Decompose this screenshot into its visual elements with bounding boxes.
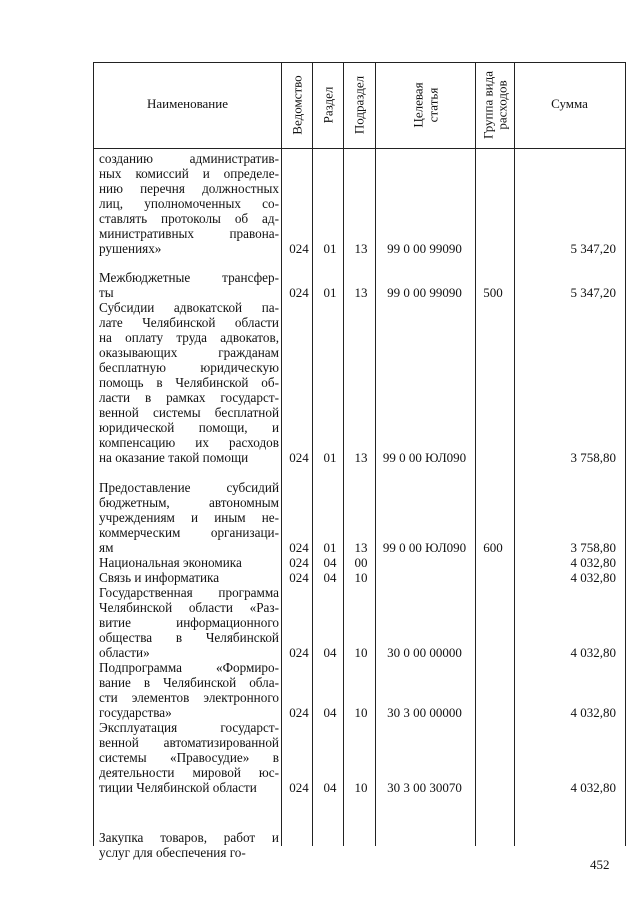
row-name-line: Подпрограмма «Формиро- — [99, 660, 279, 675]
row-name-line: помощь в Челябинской об- — [99, 375, 279, 390]
row-celevaya: 30 3 00 00000 — [387, 705, 462, 720]
row-name-line: венной автоматизированной — [99, 735, 279, 750]
row-name-line: Связь и информатика — [99, 570, 220, 585]
row-name-line: на оплату труда адвокатов, — [99, 330, 279, 345]
row-name-line: Межбюджетные трансфер- — [99, 270, 279, 285]
row-celevaya: 30 0 00 00000 — [387, 645, 462, 660]
header-celevaya-1: Целевая — [410, 82, 426, 128]
row-razdel: 01 — [323, 450, 337, 465]
row-name-line: тиции Челябинской области — [99, 780, 257, 795]
row-name-line: коммерческим организаци- — [99, 525, 279, 540]
row-name — [99, 270, 279, 300]
row-name-line: бесплатную юридическую — [99, 360, 279, 375]
row-celevaya: 30 3 00 30070 — [387, 780, 462, 795]
row-vedomstvo: 024 — [289, 780, 309, 795]
row-podrazdel: 13 — [354, 450, 368, 465]
row-name — [99, 585, 279, 660]
row-summa: 5 347,20 — [570, 241, 616, 256]
row-podrazdel: 10 — [354, 645, 368, 660]
row-summa: 4 032,80 — [570, 570, 616, 585]
header-gruppa-2: расходов — [494, 80, 510, 130]
row-podrazdel: 10 — [354, 780, 368, 795]
row-name — [99, 480, 279, 555]
row-name-line: Предоставление субсидий — [99, 480, 279, 495]
header-vedomstvo: Ведомство — [289, 75, 305, 135]
row-summa: 4 032,80 — [570, 705, 616, 720]
row-name-line: ям — [99, 540, 114, 555]
header-celevaya-2: статья — [425, 87, 441, 123]
row-vedomstvo: 024 — [289, 285, 309, 300]
col-divider — [475, 63, 476, 846]
row-name-line: Эксплуатация государст- — [99, 720, 279, 735]
header-gruppa-1: Группа вида — [480, 71, 496, 139]
row-name-line: министративных правона- — [99, 226, 279, 241]
row-name-line: Субсидии адвокатской па- — [99, 300, 279, 315]
row-name-line: области» — [99, 645, 150, 660]
row-razdel: 04 — [323, 705, 337, 720]
row-summa: 3 758,80 — [570, 450, 616, 465]
row-name — [99, 720, 279, 795]
row-name-line: системы «Правосудие» в — [99, 750, 279, 765]
row-razdel: 04 — [323, 570, 337, 585]
row-name — [99, 660, 279, 720]
row-name-line: услуг для обеспечения го- — [99, 845, 246, 860]
row-name — [99, 300, 279, 465]
row-name — [99, 555, 279, 570]
row-name-line: вание в Челябинской обла- — [99, 675, 279, 690]
row-celevaya: 99 0 00 ЮЛ090 — [382, 450, 467, 465]
row-vedomstvo: 024 — [289, 540, 309, 555]
budget-table — [93, 62, 626, 860]
row-podrazdel: 13 — [354, 285, 368, 300]
row-podrazdel: 13 — [354, 540, 368, 555]
row-name — [99, 830, 279, 860]
row-podrazdel: 10 — [354, 705, 368, 720]
row-name-line: нию перечня должностных — [99, 181, 279, 196]
row-name-line: юридической помощи, и — [99, 420, 279, 435]
row-name-line: компенсацию их расходов — [99, 435, 279, 450]
header-razdel: Раздел — [320, 86, 336, 124]
col-divider — [281, 63, 282, 846]
row-name — [99, 151, 279, 256]
row-name-line: витие информационного — [99, 615, 279, 630]
row-vedomstvo: 024 — [289, 241, 309, 256]
row-razdel: 01 — [323, 540, 337, 555]
row-summa: 4 032,80 — [570, 555, 616, 570]
row-name-line: Челябинской области «Раз- — [99, 600, 279, 615]
row-vedomstvo: 024 — [289, 555, 309, 570]
row-podrazdel: 00 — [354, 555, 368, 570]
row-summa: 4 032,80 — [570, 645, 616, 660]
row-razdel: 04 — [323, 645, 337, 660]
row-name-line: созданию административ- — [99, 151, 279, 166]
row-name-line: Закупка товаров, работ и — [99, 830, 279, 845]
row-vedomstvo: 024 — [289, 450, 309, 465]
row-name-line: деятельности мировой юс- — [99, 765, 279, 780]
row-name-line: бюджетным, автономным — [99, 495, 279, 510]
row-razdel: 01 — [323, 285, 337, 300]
row-gruppa: 500 — [483, 285, 503, 300]
page-number: 452 — [590, 857, 610, 872]
row-razdel: 01 — [323, 241, 337, 256]
row-name-line: государства» — [99, 705, 172, 720]
row-name-line: ласти в рамках государст- — [99, 390, 279, 405]
row-gruppa: 600 — [483, 540, 503, 555]
row-name — [99, 570, 279, 585]
row-summa: 3 758,80 — [570, 540, 616, 555]
row-name-line: учреждениям и иным не- — [99, 510, 279, 525]
row-name-line: рушениях» — [99, 241, 162, 256]
header-podrazdel: Подраздел — [351, 75, 367, 135]
row-razdel: 04 — [323, 555, 337, 570]
row-celevaya: 99 0 00 99090 — [387, 241, 462, 256]
row-name-line: ных комиссий и определе- — [99, 166, 279, 181]
row-name-line: оказывающих гражданам — [99, 345, 279, 360]
row-name-line: венной системы бесплатной — [99, 405, 279, 420]
row-podrazdel: 13 — [354, 241, 368, 256]
row-name-line: ты — [99, 285, 114, 300]
row-podrazdel: 10 — [354, 570, 368, 585]
row-razdel: 04 — [323, 780, 337, 795]
row-name-line: лиц, уполномоченных со- — [99, 196, 279, 211]
row-celevaya: 99 0 00 99090 — [387, 285, 462, 300]
row-name-line: Национальная экономика — [99, 555, 242, 570]
row-vedomstvo: 024 — [289, 705, 309, 720]
row-celevaya: 99 0 00 ЮЛ090 — [382, 540, 467, 555]
header-summa: Сумма — [551, 96, 588, 111]
row-vedomstvo: 024 — [289, 645, 309, 660]
row-summa: 5 347,20 — [570, 285, 616, 300]
row-name-line: лате Челябинской области — [99, 315, 279, 330]
header-divider — [94, 148, 625, 149]
row-name-line: на оказание такой помощи — [99, 450, 249, 465]
row-vedomstvo: 024 — [289, 570, 309, 585]
row-name-line: Государственная программа — [99, 585, 279, 600]
row-summa: 4 032,80 — [570, 780, 616, 795]
row-name-line: ставлять протоколы об ад- — [99, 211, 279, 226]
row-name-line: сти элементов электронного — [99, 690, 279, 705]
row-name-line: общества в Челябинской — [99, 630, 279, 645]
header-name: Наименование — [147, 96, 228, 111]
